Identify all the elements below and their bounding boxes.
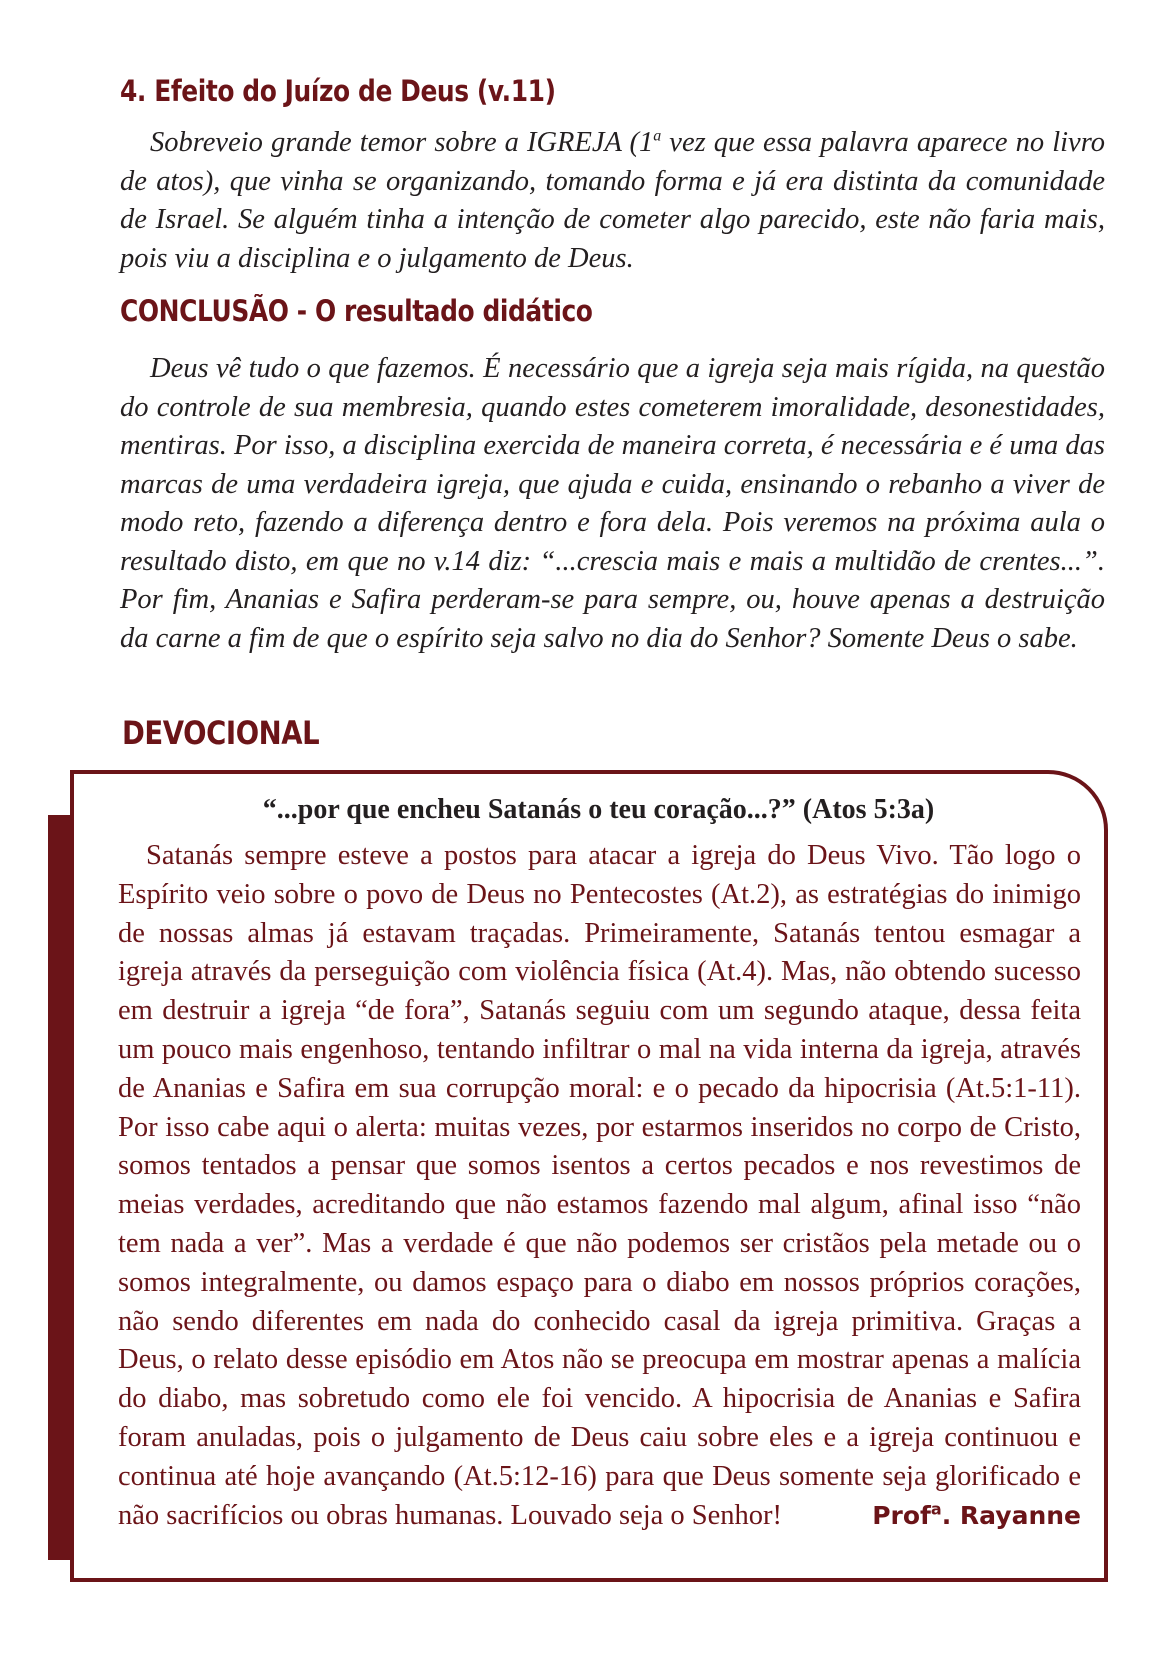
section-paragraph-effect (120, 124, 1105, 278)
author-name: . Rayanne (941, 1500, 1081, 1530)
superscript: a (653, 127, 662, 145)
devotional-text (118, 837, 1081, 1535)
author-prefix: Prof (872, 1500, 931, 1530)
paragraph-text-part: Sobreveio grande temor sobre a IGREJA (1 (150, 127, 654, 158)
paragraph-text-part: vez que essa palavra aparece no livro de atos), que vinha se organizando, tomando forma e já era distinta da comunidade de Israel. Se alguém tinha a intenção de cometer algo parecido, este não faria mais, pois viu a disciplina e o julgamento de Deus. (120, 127, 1105, 274)
author-signature (872, 1497, 1081, 1536)
section-heading-conclusion: CONCLUSÃO - O resultado didático (120, 294, 593, 328)
section-paragraph-conclusion: Deus vê tudo o que fazemos. É necessário que a igreja seja mais rígida, na questão do controle de sua membresia, quando estes cometerem imoralidade, desonestidades, mentiras. Por isso, a disciplina exercida de maneira correta, é necessária e é uma das marcas de uma verdadeira igreja, que ajuda e cuida, ensinando o rebanho a viver de modo reto, fazendo a diferença dentro e fora dela. Pois veremos na próxima aula o resultado disto, em que no v.14 diz: “...crescia mais e mais a multidão de crentes...”. Por fim, Ananias e Safira perderam-se para sempre, ou, houve apenas a destruição da carne a fim de que o espírito seja salvo no dia do Senhor? Somente Deus o sabe. (120, 353, 1105, 654)
author-superscript: a (930, 1499, 942, 1519)
section-heading-effect: 4. Efeito do Juízo de Deus (v.11) (120, 74, 556, 108)
devotional-body: Satanás sempre esteve a postos para atacar a igreja do Deus Vivo. Tão logo o Espírito veio sobre o povo de Deus no Pentecostes (At.2), as estratégias do inimigo de nossas almas já estavam traçadas. Primeiramente, Satanás tentou esmagar a igreja através da perseguição com violência física (At.4). Mas, não obtendo sucesso em destruir a igreja “de fora”, Satanás seguiu com um segundo ataque, dessa feita um pouco mais engenhoso, tentando infiltrar o mal na vida interna da igreja, através de Ananias e Safira em sua corrupção moral: e o pecado da hipocrisia (At.5:1-11). Por isso cabe aqui o alerta: muitas vezes, por estarmos inseridos no corpo de Cristo, somos tentados a pensar que somos isentos a certos pecados e nos revestimos de meias verdades, acreditando que não estamos fazendo mal algum, afinal isso “não tem nada a ver”. Mas a verdade é que não podemos ser cristãos pela metade ou o somos integralmente, ou damos espaço para o diabo em nossos próprios corações, não sendo diferentes em nada do conhecido casal da igreja primitiva. Graças a Deus, o relato desse episódio em Atos não se preocupa em mostrar apenas a malícia do diabo, mas sobretudo como ele foi vencido. A hipocrisia de Ananias e Safira foram anuladas, pois o julgamento de Deus caiu sobre eles e a igreja continuou e continua até hoje avançando (At.5:12-16) para que Deus somente seja glorificado e não sacrifícios ou obras humanas. Louvado seja o Senhor! (118, 840, 1081, 1531)
devotional-verse: “...por que encheu Satanás o teu coração...?” (Atos 5:3a) (262, 794, 935, 825)
section-heading-devotional: DEVOCIONAL (122, 714, 320, 752)
